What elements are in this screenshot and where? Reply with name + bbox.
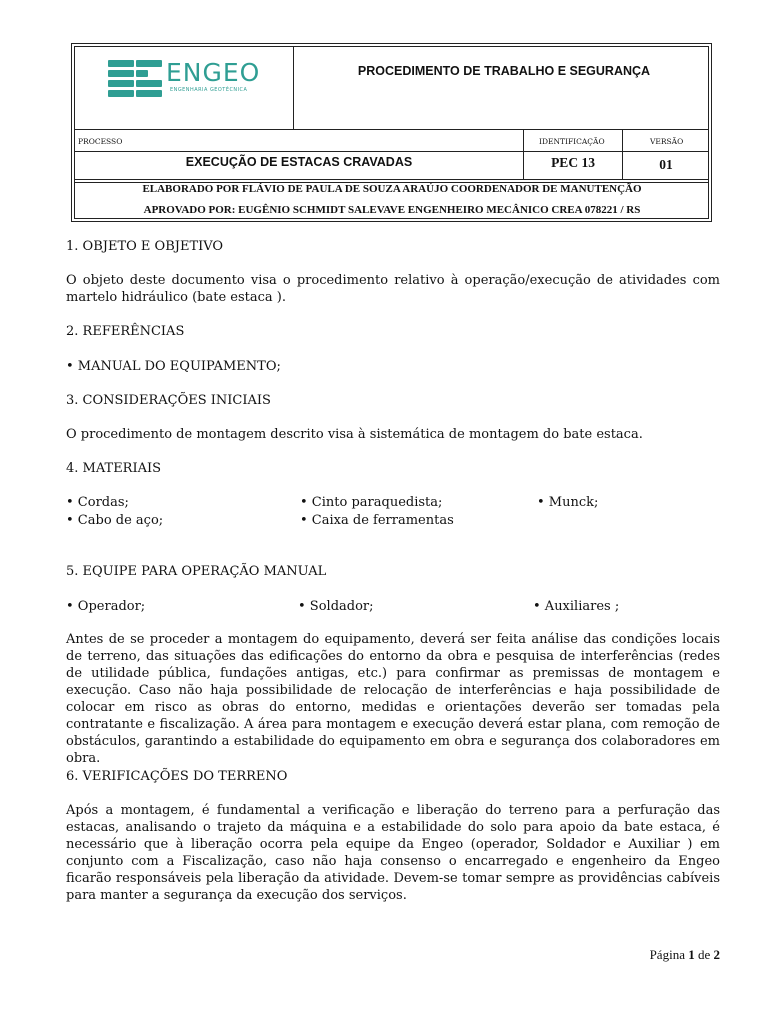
section-3-text: O procedimento de montagem descrito visa à sistemática de montagem do bate estaca. (66, 427, 643, 442)
section-5-title: 5. EQUIPE PARA OPERAÇÃO MANUAL (66, 564, 327, 579)
identificacao-value: PEC 13 (551, 155, 595, 170)
list-item: • Auxiliares ; (533, 599, 620, 614)
divider (293, 46, 294, 129)
logo-subtitle: ENGENHARIA GEOTÉCNICA (170, 87, 248, 93)
logo-name: ENGEO (166, 58, 261, 87)
section-2-item: • MANUAL DO EQUIPAMENTO; (66, 359, 281, 374)
list-item: • Caixa de ferramentas (300, 513, 454, 528)
divider (74, 129, 709, 130)
aprovado-por: APROVADO POR: EUGÊNIO SCHMIDT SALEVAVE ENGENHEIRO MECÂNICO CREA 078221 / RS (143, 204, 641, 216)
logo-mark-icon (108, 60, 164, 96)
list-item: • Cinto paraquedista; (300, 495, 443, 510)
identificacao-label: IDENTIFICAÇÃO (539, 137, 605, 146)
versao-label: VERSÃO (650, 137, 684, 146)
section-1-title: 1. OBJETO E OBJETIVO (66, 239, 224, 254)
page-number (650, 947, 720, 963)
list-item: • Soldador; (298, 599, 374, 614)
page-middle: de (694, 947, 714, 962)
versao-value: 01 (659, 157, 673, 172)
total-pages: 2 (713, 947, 720, 962)
section-1-text: O objeto deste documento visa o procedimento relativo à operação/execução de atividades com martelo hidráulico (bate estaca ). (66, 273, 720, 305)
processo-label: PROCESSO (78, 137, 123, 146)
section-5-text: Antes de se proceder a montagem do equipamento, deverá ser feita análise das condições locais de terreno, das situações das edificações do entorno da obra e pesquisa de interferências (redes de utilidade pública, fundações antigas, etc.) para confirmar as premissas de montagem e execução. Caso não haja possibilidade de relocação de interferências e haja possibilidade de colocar em risco as obras do entorno, medidas e orientações deverão ser tomadas pela contratante e fiscalização. A área para montagem e execução deverá estar plana, com remoção de obstáculos, garantindo a estabilidade do equipamento em obra e segurança dos colaboradores em obra. (66, 632, 720, 766)
section-3-title: 3. CONSIDERAÇÕES INICIAIS (66, 393, 271, 408)
company-logo (108, 56, 261, 100)
list-item: • Operador; (66, 599, 146, 614)
divider (74, 179, 709, 180)
list-item: • Cordas; (66, 495, 129, 510)
section-4-title: 4. MATERIAIS (66, 461, 162, 476)
section-2-title: 2. REFERÊNCIAS (66, 324, 185, 339)
document-title: PROCEDIMENTO DE TRABALHO E SEGURANÇA (357, 64, 651, 78)
list-item: • Cabo de aço; (66, 513, 164, 528)
divider (523, 129, 524, 179)
page-prefix: Página (649, 947, 689, 962)
elaborado-por: ELABORADO POR FLÁVIO DE PAULA DE SOUZA ARAÚJO COORDENADOR DE MANUTENÇÃO (142, 183, 642, 195)
processo-value: EXECUÇÃO DE ESTACAS CRAVADAS (185, 155, 413, 169)
section-6-text: Após a montagem, é fundamental a verificação e liberação do terreno para a perfuração das estacas, analisando o trajeto da máquina e a estabilidade do solo para apoio da bate estaca, é necessário que à liberação ocorra pela equipe da Engeo (operador, Soldador e Auxiliar ) em conjunto com a Fiscalização, caso não haja consenso o encarregado e engenheiro da Engeo ficarão responsáveis pela liberação da atividade. Devem-se tomar sempre as providências cabíveis para manter a segurança da execução dos serviços. (66, 803, 720, 903)
divider (74, 151, 709, 152)
current-page: 1 (688, 947, 695, 962)
section-6-title: 6. VERIFICAÇÕES DO TERRENO (66, 769, 288, 784)
list-item: • Munck; (537, 495, 599, 510)
